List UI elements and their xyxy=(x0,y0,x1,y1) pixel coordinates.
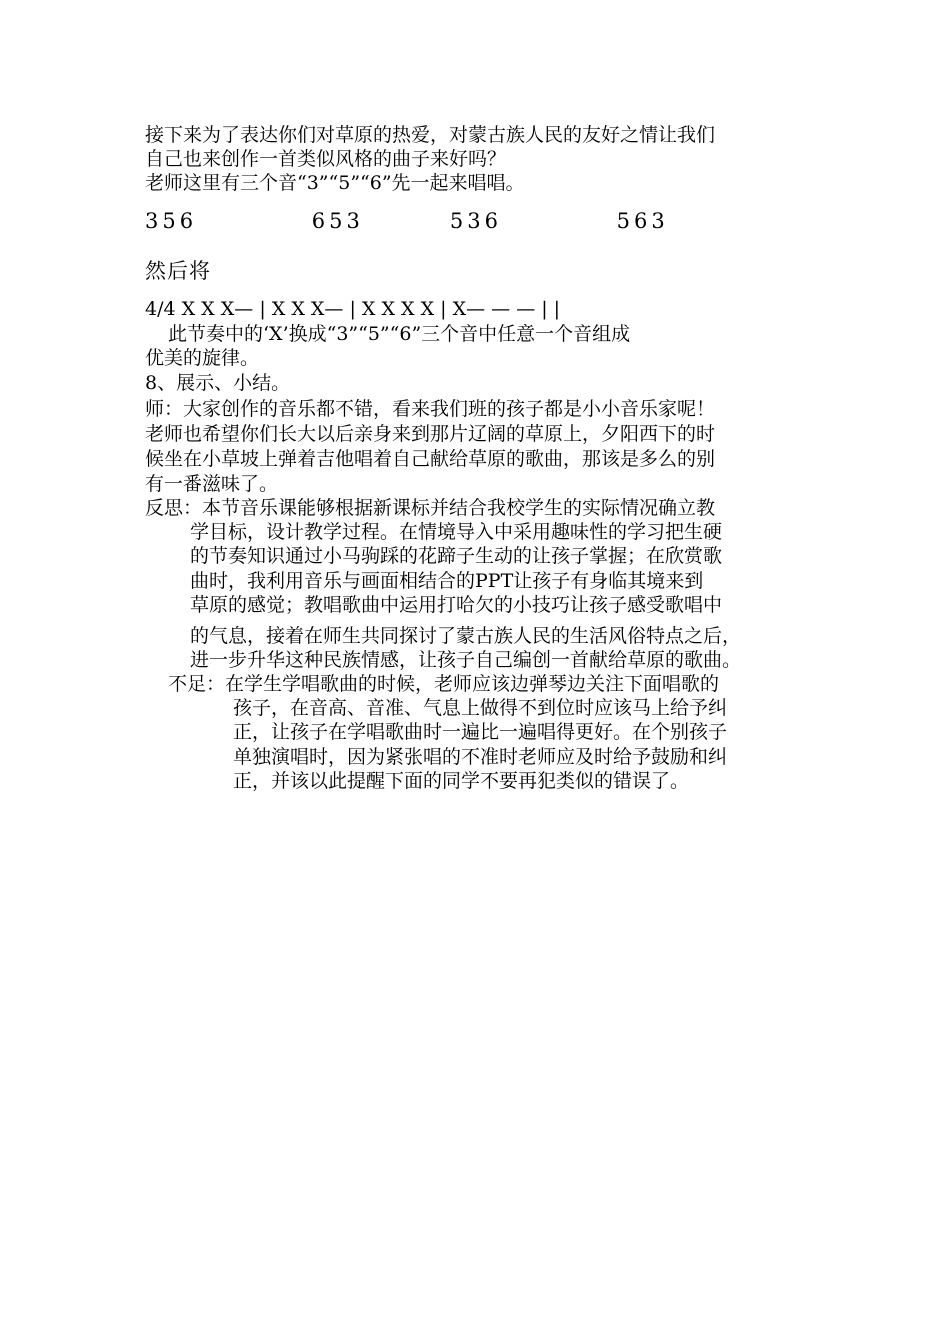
reflection-line-3: 的节奏知识通过小马驹踩的花蹄子生动的让孩子掌握；在欣赏歌 xyxy=(190,545,723,567)
teacher-line-4: 有一番滋味了。 xyxy=(145,473,279,495)
then-label: 然后将 xyxy=(145,259,211,283)
teacher-line-1: 师：大家创作的音乐都不错，看来我们班的孩子都是小小音乐家呢！ xyxy=(145,398,716,420)
intro-line-1: 接下来为了表达你们对草原的热爱，对蒙古族人民的友好之情让我们 xyxy=(145,124,716,146)
shortcoming-line-5: 正，并该以此提醒下面的同学不要再犯类似的错误了。 xyxy=(233,770,690,792)
reflection-line-2: 学目标，设计教学过程。在情境导入中采用趣味性的学习把生硬 xyxy=(190,521,723,543)
reflection-line-5: 草原的感觉；教唱歌曲中运用打哈欠的小技巧让孩子感受歌唱中 xyxy=(190,594,723,616)
note-groups: 356 653 536 563 xyxy=(145,209,669,233)
reflection-line-7: 进一步升华这种民族情感，让孩子自己编创一首献给草原的歌曲。 xyxy=(190,649,742,671)
shortcoming-line-2: 孩子，在音高、音准、气息上做得不到位时应该马上给予纠 xyxy=(233,697,728,719)
instruction-line-2: 优美的旋律。 xyxy=(145,347,260,369)
shortcoming-line-3: 正，让孩子在学唱歌曲时一遍比一遍唱得更好。在个别孩子 xyxy=(233,721,728,743)
instruction-line-1: 此节奏中的‘X’换成“3”“5”“6”三个音中任意一个音组成 xyxy=(168,323,631,345)
section-8-heading: 8、展示、小结。 xyxy=(145,372,291,394)
reflection-line-6: 的气息，接着在师生共同探讨了蒙古族人民的生活风俗特点之后， xyxy=(190,625,742,647)
shortcoming-line-4: 单独演唱时，因为紧张唱的不准时老师应及时给予鼓励和纠 xyxy=(233,746,728,768)
reflection-line-1: 反思：本节音乐课能够根据新课标并结合我校学生的实际情况确立教 xyxy=(145,497,716,519)
intro-line-3: 老师这里有三个音“3”“5”“6”先一起来唱唱。 xyxy=(145,172,525,194)
rhythm-line: 4/4 X X X— | X X X— | X X X X | X— — — | | xyxy=(145,298,561,320)
shortcoming-line-1: 不足：在学生学唱歌曲的时候，老师应该边弹琴边关注下面唱歌的 xyxy=(168,673,720,695)
reflection-line-4: 曲时，我利用音乐与画面相结合的PPT让孩子有身临其境来到 xyxy=(190,570,704,592)
intro-line-2: 自己也来创作一首类似风格的曲子来好吗？ xyxy=(145,148,507,170)
teacher-line-2: 老师也希望你们长大以后亲身来到那片辽阔的草原上，夕阳西下的时 xyxy=(145,423,716,445)
teacher-line-3: 候坐在小草坡上弹着吉他唱着自己献给草原的歌曲，那该是多么的别 xyxy=(145,448,716,470)
